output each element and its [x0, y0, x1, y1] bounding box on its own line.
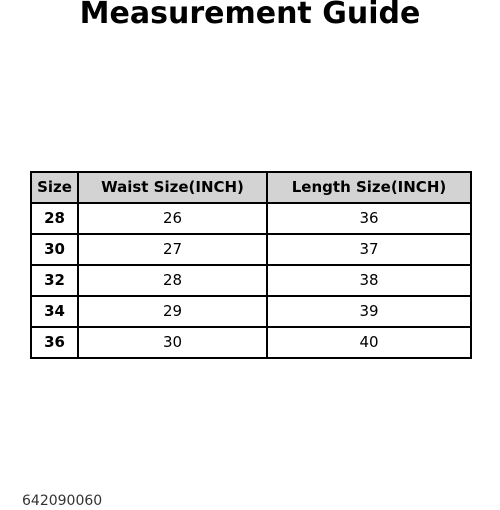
- length-cell: 39: [267, 296, 471, 327]
- size-cell: 28: [31, 203, 78, 234]
- waist-cell: 29: [78, 296, 267, 327]
- waist-cell: 28: [78, 265, 267, 296]
- table-row: [31, 265, 471, 296]
- page-title: Measurement Guide: [79, 0, 421, 31]
- waist-cell: 26: [78, 203, 267, 234]
- table-row: [31, 234, 471, 265]
- table-header-row: [31, 172, 471, 203]
- waist-cell: 27: [78, 234, 267, 265]
- size-cell: 34: [31, 296, 78, 327]
- column-header-size: Size: [31, 172, 78, 203]
- size-cell: 30: [31, 234, 78, 265]
- column-header-waist-size: Waist Size(INCH): [78, 172, 267, 203]
- size-chart-table: [30, 171, 472, 359]
- size-cell: 36: [31, 327, 78, 358]
- size-cell: 32: [31, 265, 78, 296]
- table-row: [31, 203, 471, 234]
- column-header-length-size: Length Size(INCH): [267, 172, 471, 203]
- waist-cell: 30: [78, 327, 267, 358]
- table-row: [31, 327, 471, 358]
- length-cell: 36: [267, 203, 471, 234]
- table-row: [31, 296, 471, 327]
- product-code: 642090060: [22, 493, 103, 509]
- length-cell: 37: [267, 234, 471, 265]
- length-cell: 40: [267, 327, 471, 358]
- length-cell: 38: [267, 265, 471, 296]
